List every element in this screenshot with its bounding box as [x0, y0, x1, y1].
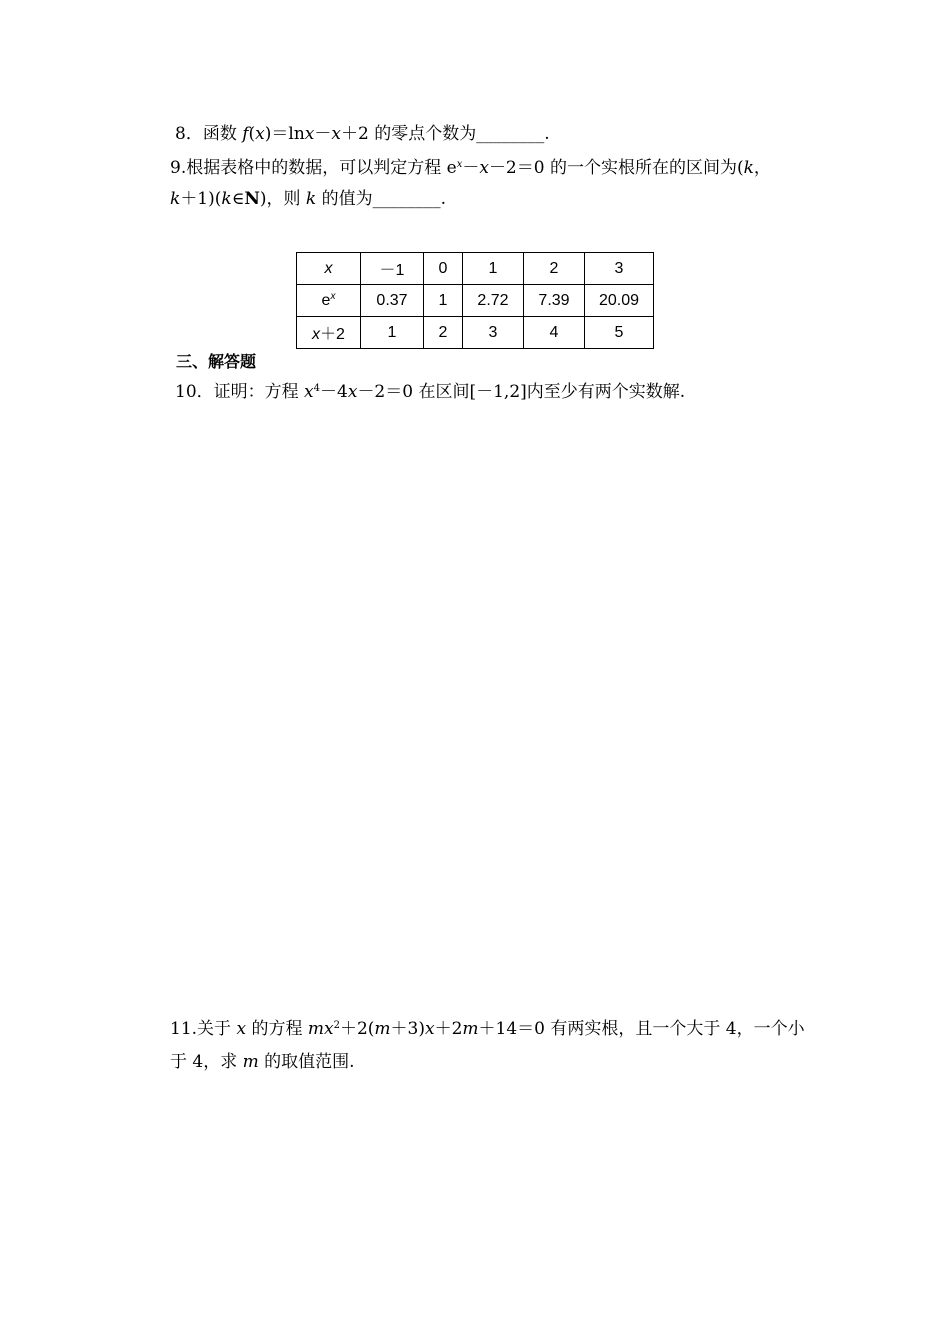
table-cell: 3: [585, 253, 654, 285]
section-heading: 三、解答题: [176, 352, 257, 371]
table-cell: 1: [361, 317, 424, 349]
table-cell: 2: [424, 317, 463, 349]
table-row: [297, 317, 654, 349]
table-cell: 1: [424, 285, 463, 317]
table-cell: 0: [424, 253, 463, 285]
question-11-number: 11.: [170, 1019, 198, 1039]
table-cell: 7.39: [524, 285, 585, 317]
question-8: 8．函数 f(x)＝lnx－x＋2 的零点个数为________.: [175, 124, 550, 144]
question-9-number: 9.: [170, 158, 187, 178]
question-9-line-1: 9.根据表格中的数据，可以判定方程 $e^x-x-2=0$ 的一个实根所在的区间为(k，: [170, 158, 771, 178]
table-row: [297, 285, 654, 317]
table-row-header: x: [297, 253, 361, 285]
question-9-line-2: k＋1)(k∈N)，则 k 的值为________.: [170, 189, 447, 209]
question-10-number: 10．: [175, 382, 214, 402]
table-cell: 3: [463, 317, 524, 349]
question-10: 10．证明：方程 $x^4-4x-2=0$ 在区间[－1,2]内至少有两个实数解.: [175, 382, 686, 402]
table-cell: －1: [361, 253, 424, 285]
table-row-header: $e^x$: [297, 285, 361, 317]
table-row-header: x＋2: [297, 317, 361, 349]
table-cell: 2.72: [463, 285, 524, 317]
table-cell: 1: [463, 253, 524, 285]
answer-blank: ________: [476, 124, 545, 144]
table-cell: 2: [524, 253, 585, 285]
table-cell: 4: [524, 317, 585, 349]
answer-blank: ________: [372, 189, 441, 209]
table-cell: 20.09: [585, 285, 654, 317]
question-8-number: 8．: [175, 124, 203, 144]
data-table: [296, 252, 654, 349]
question-11-line-1: 11.关于 x 的方程 $mx^2+2(m+3)x+2m+14=0$ 有两实根，且一个大于 4，一个小: [170, 1019, 805, 1039]
table-cell: 5: [585, 317, 654, 349]
table-row: [297, 253, 654, 285]
question-11-line-2: 于 4，求 m 的取值范围.: [170, 1052, 355, 1072]
table-cell: 0.37: [361, 285, 424, 317]
